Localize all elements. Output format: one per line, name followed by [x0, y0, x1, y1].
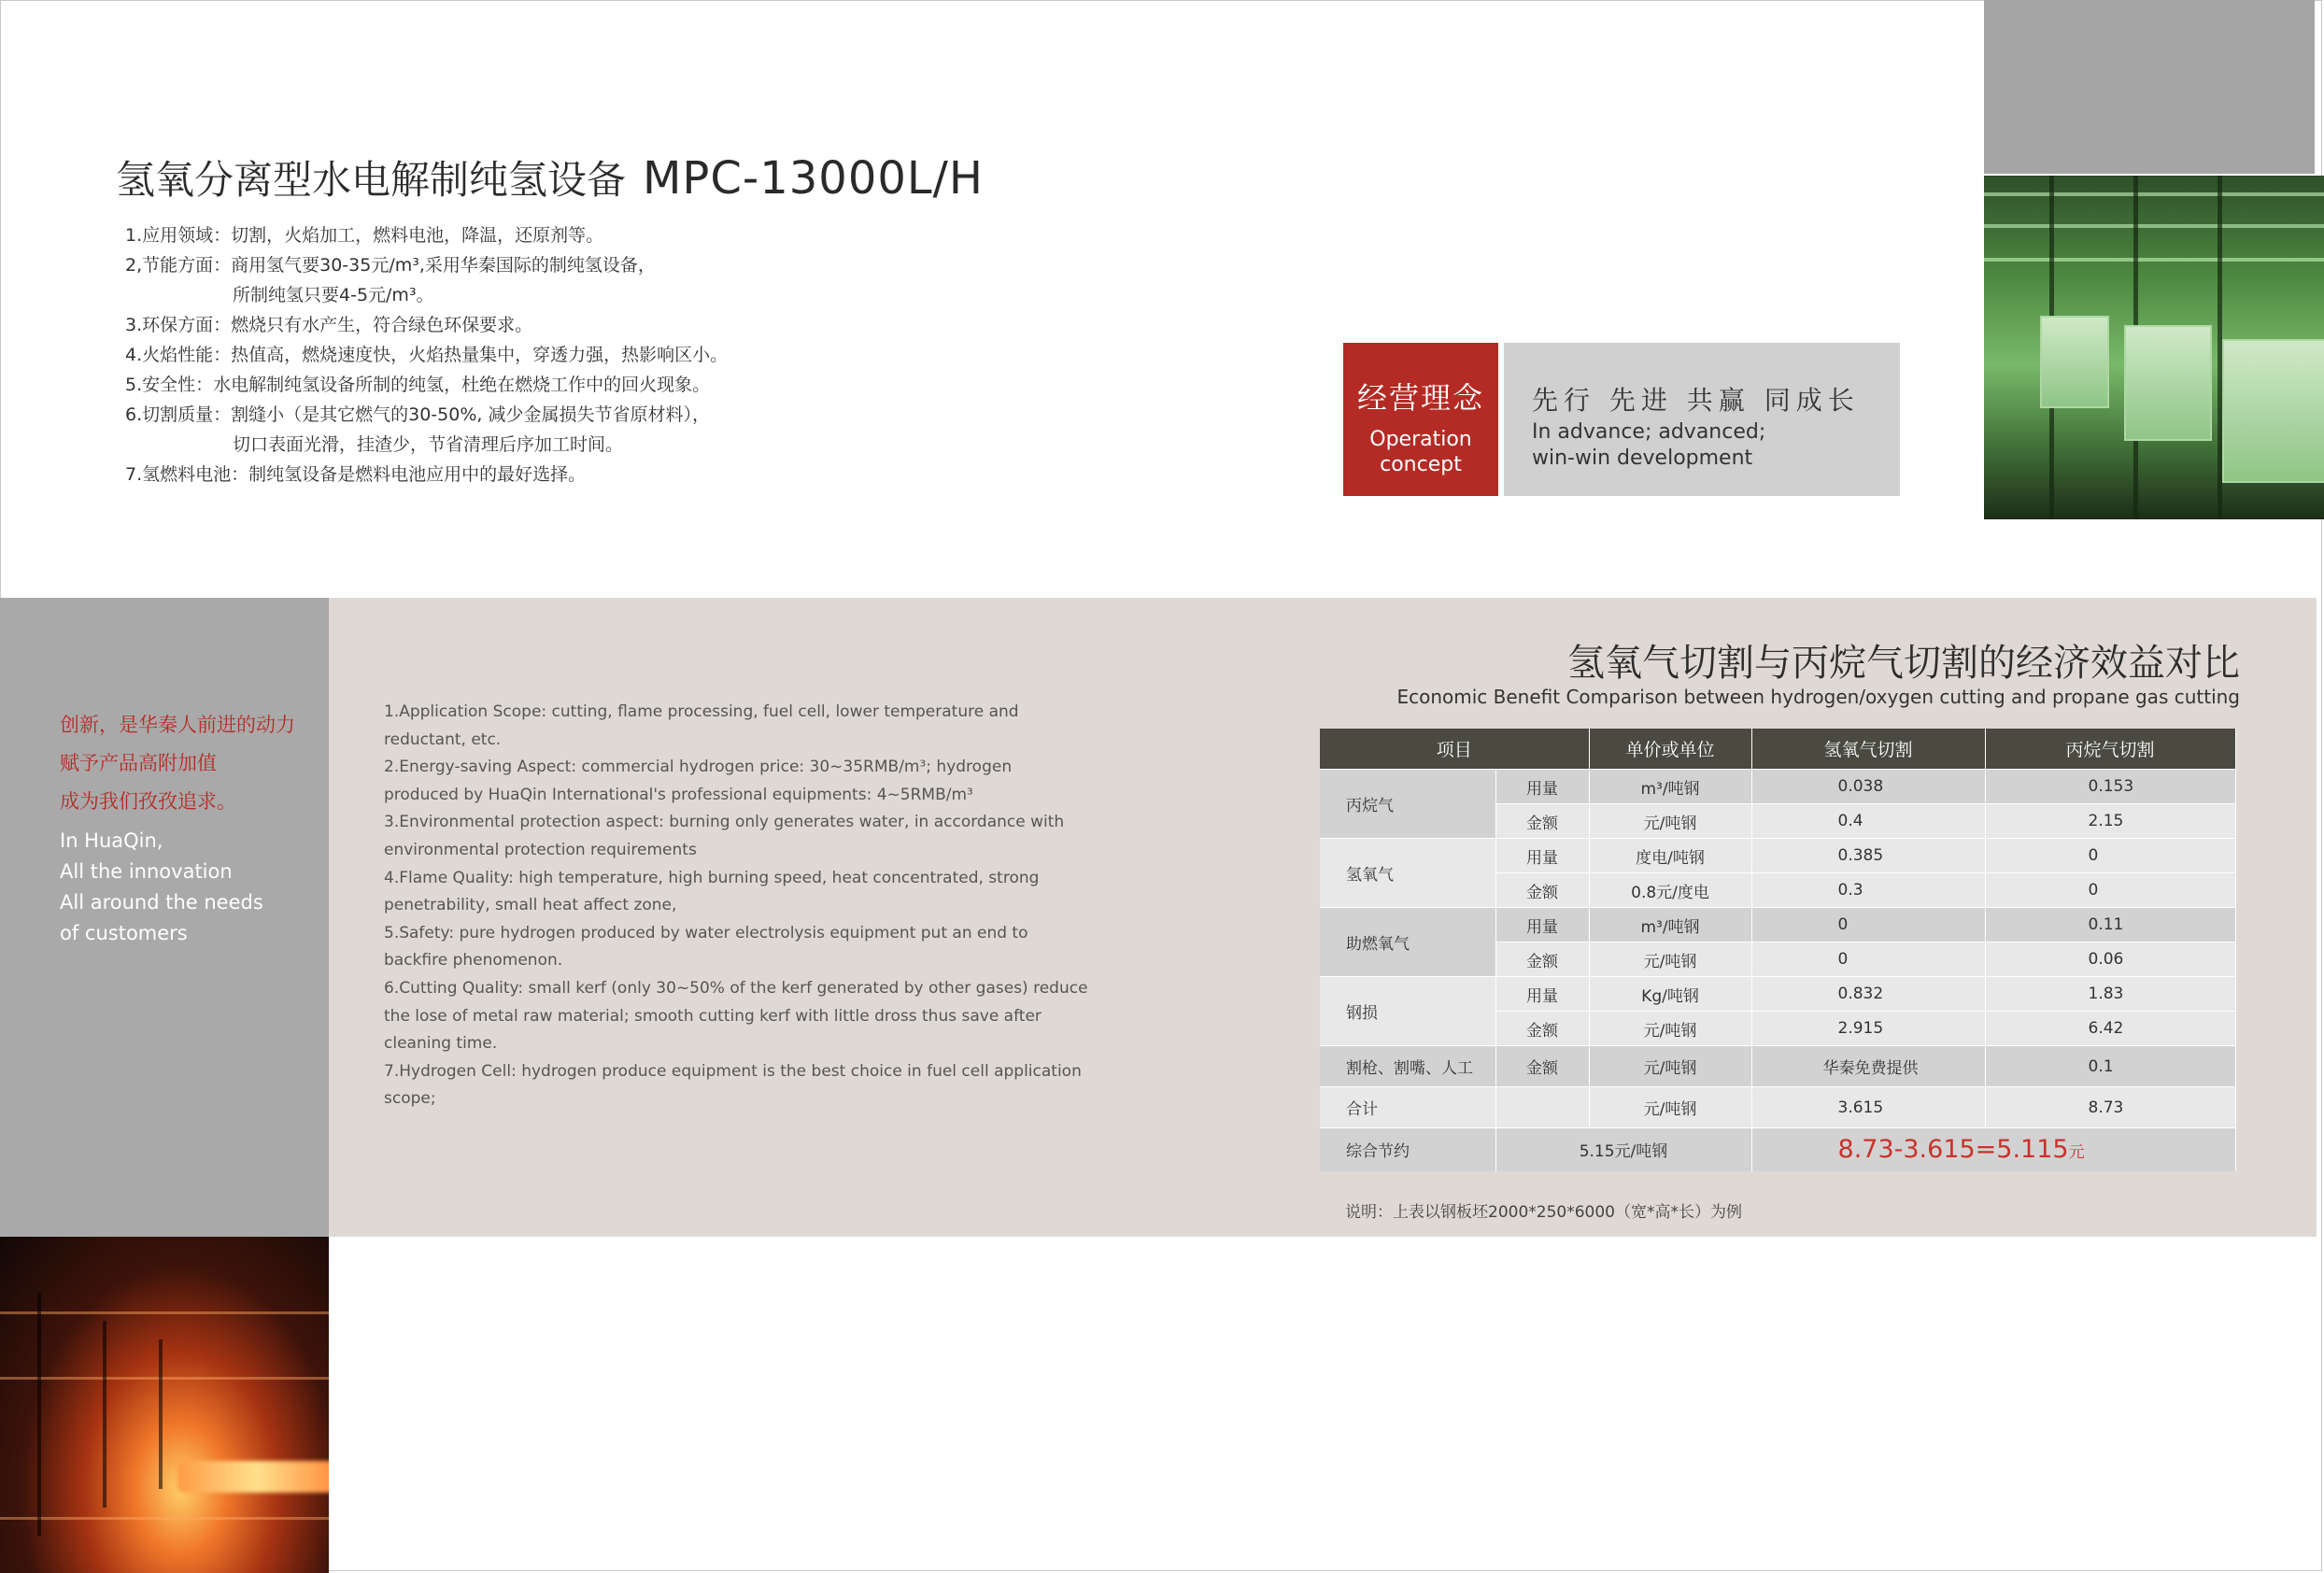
row-unit: m³/吨钢 [1589, 770, 1751, 804]
corner-block [1984, 0, 2315, 174]
row-hydrogen: 2.915 [1751, 1012, 1985, 1046]
row-sub: 用量 [1495, 977, 1589, 1012]
slogan-line: of customers [60, 922, 188, 944]
row-propane: 0.1 [1985, 1046, 2235, 1087]
header-item: 项目 [1320, 729, 1589, 770]
table-note: 说明：上表以钢板坯2000*250*6000（宽*高*长）为例 [1345, 1203, 1742, 1222]
concept-en-1: Operation [1369, 428, 1472, 451]
row-unit: 度电/吨钢 [1589, 839, 1751, 873]
table-row [1320, 770, 2235, 804]
group-name: 氢氧气 [1320, 839, 1495, 908]
row-sub: 金额 [1495, 804, 1589, 839]
feature-en-line: the lose of metal raw material; smooth cutting kerf with little dross thus save after [384, 1006, 1042, 1026]
row-propane: 1.83 [1985, 977, 2235, 1012]
features-cn-list [125, 220, 835, 489]
feature-en-line: environmental protection requirements [384, 840, 697, 859]
feature-en-line: 7.Hydrogen Cell: hydrogen produce equipment is the best choice in fuel cell application [384, 1061, 1082, 1081]
sum-name: 合计 [1320, 1087, 1495, 1128]
feature-item: 3.环保方面：燃烧只有水产生，符合绿色环保要求。 [125, 315, 533, 335]
group-name: 钢损 [1320, 977, 1495, 1046]
slogan-line: 成为我们孜孜追求。 [60, 790, 236, 813]
feature-en-line: 5.Safety: pure hydrogen produced by water electrolysis equipment put an end to [384, 923, 1028, 942]
row-propane: 0.153 [1985, 770, 2235, 804]
row-propane: 6.42 [1985, 1012, 2235, 1046]
row-sub: 用量 [1495, 770, 1589, 804]
slogan-line: In HuaQin, [60, 829, 163, 852]
row-sub: 金额 [1495, 942, 1589, 977]
slogan-en [60, 826, 263, 949]
row-propane: 0.11 [1985, 908, 2235, 942]
slogan-line: All the innovation [60, 860, 233, 883]
row-hydrogen: 0 [1751, 942, 1985, 977]
saving-suffix: 元 [2068, 1143, 2085, 1163]
row-unit: 元/吨钢 [1589, 942, 1751, 977]
concept-en-2: concept [1380, 453, 1462, 476]
feature-en-line: cleaning time. [384, 1034, 498, 1054]
sum-sub [1495, 1087, 1589, 1128]
row-propane: 0 [1985, 873, 2235, 908]
row-propane: 0.06 [1985, 942, 2235, 977]
row-sub: 金额 [1495, 1046, 1589, 1087]
header-hydrogen: 氢氧气切割 [1751, 729, 1985, 770]
sum-hydrogen: 3.615 [1751, 1087, 1985, 1128]
feature-item: 2,节能方面：商用氢气要30-35元/m³,采用华秦国际的制纯氢设备， [125, 255, 656, 276]
feature-en-line: produced by HuaQin International's professional equipments: 4~5RMB/m³ [384, 785, 973, 804]
feature-en-line: reductant, etc. [384, 730, 502, 749]
concept-motto-box [1504, 343, 1900, 496]
row-unit: 0.8元/度电 [1589, 873, 1751, 908]
slogan-line: All around the needs [60, 891, 263, 914]
feature-item: 4.火焰性能：热值高，燃烧速度快，火焰热量集中，穿透力强，热影响区小。 [125, 345, 729, 365]
title-cn: 氢氧分离型水电解制纯氢设备 [116, 157, 627, 203]
page-title [116, 149, 984, 205]
row-unit: 元/吨钢 [1589, 1046, 1751, 1087]
motto-cn: 先行 先进 共赢 同成长 [1532, 385, 1860, 416]
table-row [1320, 908, 2235, 942]
group-name: 助燃氧气 [1320, 908, 1495, 977]
row-sub: 金额 [1495, 1012, 1589, 1046]
motto-en-1: In advance; advanced; [1532, 420, 1766, 444]
slogan-line: 创新，是华秦人前进的动力 [60, 714, 295, 736]
row-sub: 金额 [1495, 873, 1589, 908]
sum-propane: 8.73 [1985, 1087, 2235, 1128]
row-propane: 2.15 [1985, 804, 2235, 839]
feature-en-line: 2.Energy-saving Aspect: commercial hydrogen price: 30~35RMB/m³; hydrogen [384, 758, 1013, 777]
row-unit: 元/吨钢 [1589, 1012, 1751, 1046]
concept-label-box [1343, 343, 1498, 496]
row-hydrogen: 0.832 [1751, 977, 1985, 1012]
feature-en-line: backfire phenomenon. [384, 951, 563, 971]
equipment-photo [1984, 176, 2324, 519]
table-row [1320, 1128, 2235, 1171]
steel-cutting-photo [0, 1237, 329, 1573]
sum-unit: 元/吨钢 [1589, 1087, 1751, 1128]
slogan-line: 赋予产品高附加值 [60, 752, 217, 774]
row-unit: Kg/吨钢 [1589, 977, 1751, 1012]
row-hydrogen: 华秦免费提供 [1751, 1046, 1985, 1087]
row-sub: 用量 [1495, 908, 1589, 942]
concept-cn: 经营理念 [1356, 380, 1484, 416]
row-propane: 0 [1985, 839, 2235, 873]
model-number: MPC-13000L/H [643, 152, 984, 205]
row-unit: 元/吨钢 [1589, 804, 1751, 839]
feature-item: 6.切割质量：割缝小（是其它燃气的30-50%, 减少金属损失节省原材料）， [125, 404, 710, 425]
row-hydrogen: 0.4 [1751, 804, 1985, 839]
row-hydrogen: 0.3 [1751, 873, 1985, 908]
saving-formula-cell [1751, 1128, 2235, 1171]
feature-item: 7.氢燃料电池：制纯氢设备是燃料电池应用中的最好选择。 [125, 464, 587, 485]
feature-en-line: 6.Cutting Quality: small kerf (only 30~50% of the kerf generated by other gases) reduce [384, 978, 1088, 998]
feature-item: 1.应用领域：切割，火焰加工，燃料电池，降温，还原剂等。 [125, 225, 604, 246]
row-hydrogen: 0 [1751, 908, 1985, 942]
table-row [1320, 1046, 2235, 1087]
group-name: 丙烷气 [1320, 770, 1495, 839]
header-unit: 单价或单位 [1589, 729, 1751, 770]
saving-unit: 5.15元/吨钢 [1495, 1128, 1751, 1171]
table-row [1320, 1087, 2235, 1128]
feature-item: 所制纯氢只要4-5元/m³。 [233, 285, 434, 305]
features-en-list [384, 699, 1094, 1113]
feature-en-line: scope; [384, 1089, 436, 1109]
header-propane: 丙烷气切割 [1985, 729, 2235, 770]
saving-name: 综合节约 [1320, 1128, 1495, 1171]
feature-en-line: 3.Environmental protection aspect: burning only generates water, in accordance with [384, 813, 1065, 832]
table-row [1320, 839, 2235, 873]
slogan-cn [60, 706, 295, 821]
row-hydrogen: 0.385 [1751, 839, 1985, 873]
comparison-title: 氢氧气切割与丙烷气切割的经济效益对比 [1567, 642, 2240, 685]
table-header-row [1320, 729, 2235, 770]
feature-en-line: 1.Application Scope: cutting, flame processing, fuel cell, lower temperature and [384, 702, 1019, 721]
comparison-subtitle: Economic Benefit Comparison between hydrogen/oxygen cutting and propane gas cutting [1396, 686, 2240, 708]
row-unit: m³/吨钢 [1589, 908, 1751, 942]
row-sub: 用量 [1495, 839, 1589, 873]
table-row [1320, 977, 2235, 1012]
saving-formula: 8.73-3.615=5.115 [1837, 1135, 2069, 1165]
motto-en-2: win-win development [1532, 446, 1753, 470]
row-hydrogen: 0.038 [1751, 770, 1985, 804]
feature-item: 切口表面光滑，挂渣少，节省清理后序加工时间。 [233, 434, 624, 455]
comparison-table [1320, 729, 2236, 1171]
feature-en-line: penetrability, small heat affect zone, [384, 896, 677, 915]
torch-name: 割枪、割嘴、人工 [1320, 1046, 1495, 1087]
feature-item: 5.安全性：水电解制纯氢设备所制的纯氢，杜绝在燃烧工作中的回火现象。 [125, 375, 711, 395]
motto-en [1532, 419, 1765, 472]
feature-en-line: 4.Flame Quality: high temperature, high burning speed, heat concentrated, strong [384, 868, 1040, 887]
